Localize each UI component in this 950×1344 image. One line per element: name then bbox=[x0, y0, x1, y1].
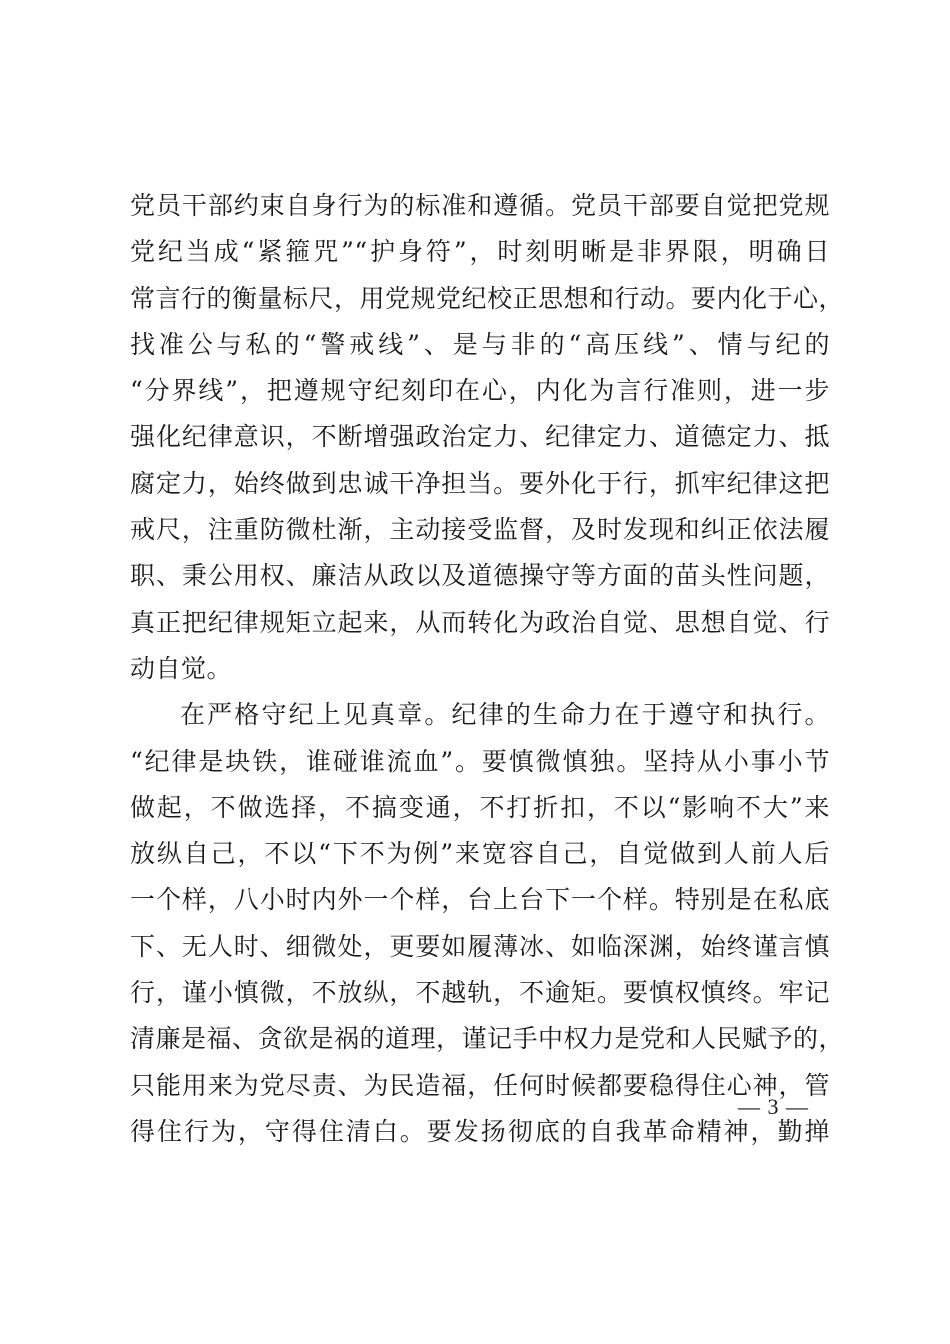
body-text bbox=[130, 183, 845, 1155]
text-line: “分界线”，把遵规守纪刻印在心，内化为言行准则，进一步 bbox=[130, 376, 830, 406]
text-line: 行，谨小慎微，不放纵，不越轨，不逾矩。要慎权慎终。牢记 bbox=[130, 978, 830, 1008]
text-line: 强化纪律意识，不断增强政治定力、纪律定力、道德定力、抵 bbox=[130, 422, 830, 452]
paragraph-heading-line: 在严格守纪上见真章。纪律的生命力在于遵守和执行。 bbox=[180, 700, 830, 730]
text-line: 放纵自己，不以“下不为例”来宽容自己，自觉做到人前人后 bbox=[130, 839, 830, 869]
text-line: “纪律是块铁，谁碰谁流血”。要慎微慎独。坚持从小事小节 bbox=[130, 746, 830, 776]
text-line: 党纪当成“紧箍咒”“护身符”，时刻明晰是非界限，明确日 bbox=[130, 237, 830, 267]
text-line: 清廉是福、贪欲是祸的道理，谨记手中权力是党和人民赋予的， bbox=[130, 1024, 845, 1054]
text-line: 真正把纪律规矩立起来，从而转化为政治自觉、思想自觉、行 bbox=[130, 607, 830, 637]
text-line: 下、无人时、细微处，更要如履薄冰、如临深渊，始终谨言慎 bbox=[130, 931, 830, 961]
text-line: 动自觉。 bbox=[130, 653, 233, 683]
text-line: 只能用来为党尽责、为民造福，任何时候都要稳得住心神，管 bbox=[130, 1070, 830, 1100]
text-line: 做起，不做选择，不搞变通，不打折扣，不以“影响不大”来 bbox=[130, 792, 830, 822]
text-line: 找准公与私的“警戒线”、是与非的“高压线”、情与纪的 bbox=[130, 329, 830, 359]
text-line: 党员干部约束自身行为的标准和遵循。党员干部要自觉把党规 bbox=[130, 191, 830, 220]
text-line: 戒尺，注重防微杜渐，主动接受监督，及时发现和纠正依法履 bbox=[130, 515, 830, 545]
text-line: 一个样，八小时内外一个样，台上台下一个样。特别是在私底 bbox=[130, 885, 830, 915]
text-line: 常言行的衡量标尺，用党规党纪校正思想和行动。要内化于心， bbox=[130, 283, 845, 313]
page-number: — 3 — bbox=[738, 1094, 809, 1119]
text-line: 得住行为，守得住清白。要发扬彻底的自我革命精神，勤掸 bbox=[130, 1116, 830, 1146]
text-line: 腐定力，始终做到忠诚干净担当。要外化于行，抓牢纪律这把 bbox=[130, 468, 830, 498]
text-line: 职、秉公用权、廉洁从政以及道德操守等方面的苗头性问题， bbox=[130, 561, 830, 591]
